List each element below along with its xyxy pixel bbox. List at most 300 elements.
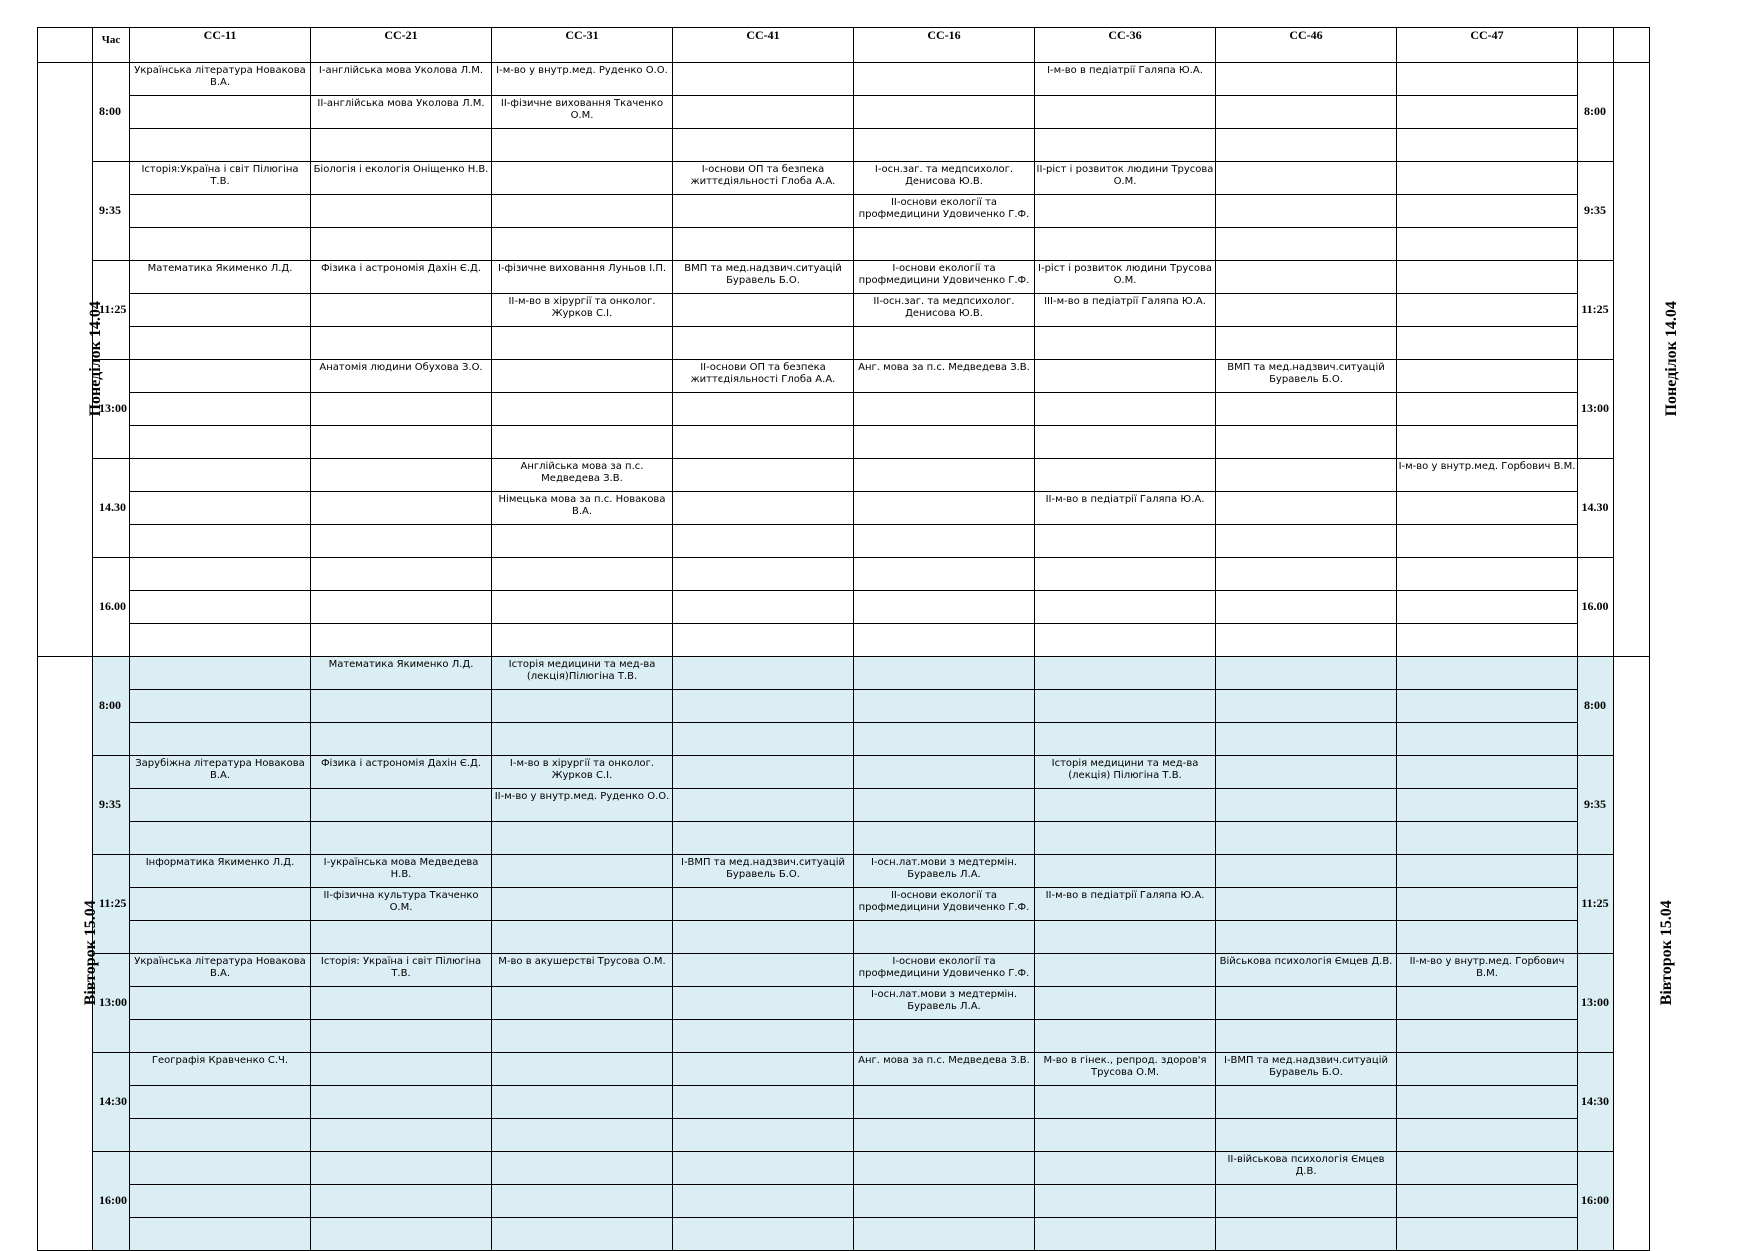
header-row xyxy=(38,28,1650,63)
lesson-cell xyxy=(854,228,1035,261)
lesson-cell xyxy=(130,1185,311,1218)
lesson-cell xyxy=(492,1218,673,1251)
lesson-cell xyxy=(1397,558,1578,591)
lesson-cell: Англійська мова за п.с. Медведева З.В. xyxy=(492,459,673,492)
lesson-cell xyxy=(311,1185,492,1218)
lesson-cell xyxy=(1216,756,1397,789)
day-block xyxy=(38,63,1680,657)
lesson-cell xyxy=(492,327,673,360)
lesson-cell xyxy=(854,393,1035,426)
lesson-cell: ІІ-м-во в педіатрії Галяпа Ю.А. xyxy=(1035,492,1216,525)
schedule-row xyxy=(38,1053,1650,1086)
lesson-cell xyxy=(311,558,492,591)
lesson-cell xyxy=(1397,294,1578,327)
schedule-row xyxy=(38,624,1650,657)
lesson-cell xyxy=(1397,1152,1578,1185)
schedule-row xyxy=(38,558,1650,591)
lesson-cell xyxy=(1216,855,1397,888)
lesson-cell xyxy=(1035,525,1216,558)
lesson-cell: ВМП та мед.надзвич.ситуацій Буравель Б.О. xyxy=(673,261,854,294)
lesson-cell xyxy=(492,393,673,426)
lesson-cell: ІІ-військова психологія Ємцев Д.В. xyxy=(1216,1152,1397,1185)
schedule-row xyxy=(38,129,1650,162)
lesson-cell xyxy=(1216,888,1397,921)
lesson-cell: І-основи ОП та безпека життєдіяльності Глоба А.А. xyxy=(673,162,854,195)
lesson-cell xyxy=(854,129,1035,162)
day-label-left xyxy=(38,63,104,657)
lesson-cell xyxy=(673,954,854,987)
lesson-cell xyxy=(1216,525,1397,558)
right-day-header xyxy=(1614,28,1650,63)
lesson-cell xyxy=(1216,987,1397,1020)
lesson-cell xyxy=(854,657,1035,690)
lesson-cell xyxy=(311,624,492,657)
lesson-cell xyxy=(492,723,673,756)
lesson-cell xyxy=(1216,1020,1397,1053)
lesson-cell xyxy=(1035,657,1216,690)
lesson-cell xyxy=(1035,426,1216,459)
lesson-cell xyxy=(854,723,1035,756)
lesson-cell xyxy=(1035,624,1216,657)
lesson-cell: Українська література Новакова В.А. xyxy=(130,63,311,96)
lesson-cell xyxy=(311,1119,492,1152)
schedule-row xyxy=(38,63,1650,96)
lesson-cell xyxy=(673,1053,854,1086)
lesson-cell xyxy=(1035,129,1216,162)
lesson-cell xyxy=(854,789,1035,822)
time-cell: 14.30 xyxy=(93,459,130,558)
lesson-cell xyxy=(311,1020,492,1053)
day-block xyxy=(38,657,1675,1251)
lesson-cell xyxy=(130,591,311,624)
day-label-text: Вівторок 15.04 xyxy=(81,899,99,1006)
lesson-cell: Географія Кравченко С.Ч. xyxy=(130,1053,311,1086)
lesson-cell: М-во в гінек., репрод. здоров'я Трусова О.М. xyxy=(1035,1053,1216,1086)
lesson-cell xyxy=(1397,789,1578,822)
lesson-cell: Історія: Україна і світ Пілюгіна Т.В. xyxy=(311,954,492,987)
lesson-cell xyxy=(854,327,1035,360)
lesson-cell xyxy=(1035,822,1216,855)
lesson-cell xyxy=(1397,921,1578,954)
lesson-cell xyxy=(492,1086,673,1119)
lesson-cell xyxy=(1216,63,1397,96)
lesson-cell: ІІ-осн.заг. та медпсихолог. Денисова Ю.В. xyxy=(854,294,1035,327)
schedule-row xyxy=(38,525,1650,558)
schedule-row xyxy=(38,855,1650,888)
time-cell: 16:00 xyxy=(93,1152,130,1251)
schedule-row xyxy=(38,162,1650,195)
lesson-cell xyxy=(130,624,311,657)
lesson-cell xyxy=(854,96,1035,129)
lesson-cell xyxy=(492,162,673,195)
lesson-cell xyxy=(311,426,492,459)
lesson-cell xyxy=(1397,360,1578,393)
lesson-cell xyxy=(673,63,854,96)
schedule-row xyxy=(38,954,1650,987)
lesson-cell xyxy=(673,129,854,162)
lesson-cell xyxy=(1216,426,1397,459)
lesson-cell xyxy=(130,426,311,459)
lesson-cell: ІІ-основи екології та профмедицини Удовиченко Г.Ф. xyxy=(854,888,1035,921)
lesson-cell xyxy=(1035,855,1216,888)
lesson-cell xyxy=(1216,129,1397,162)
time-cell: 16.00 xyxy=(93,558,130,657)
lesson-cell xyxy=(1216,1185,1397,1218)
lesson-cell xyxy=(492,624,673,657)
schedule-row xyxy=(38,723,1650,756)
lesson-cell xyxy=(130,921,311,954)
lesson-cell: ІІ-м-во в хірургії та онколог. Журков С.І. xyxy=(492,294,673,327)
lesson-cell xyxy=(311,492,492,525)
time-cell-right: 16:00 xyxy=(1578,1152,1614,1251)
lesson-cell xyxy=(130,228,311,261)
lesson-cell xyxy=(311,228,492,261)
lesson-cell xyxy=(854,591,1035,624)
lesson-cell xyxy=(673,624,854,657)
lesson-cell xyxy=(1035,723,1216,756)
time-cell-right: 13:00 xyxy=(1578,360,1614,459)
lesson-cell xyxy=(1397,1020,1578,1053)
lesson-cell xyxy=(1216,393,1397,426)
lesson-cell xyxy=(311,723,492,756)
lesson-cell xyxy=(673,756,854,789)
lesson-cell xyxy=(130,459,311,492)
lesson-cell xyxy=(673,426,854,459)
schedule-row xyxy=(38,789,1650,822)
day-label-left xyxy=(38,657,99,1251)
lesson-cell xyxy=(492,558,673,591)
lesson-cell xyxy=(1397,195,1578,228)
lesson-cell xyxy=(1397,393,1578,426)
lesson-cell xyxy=(854,426,1035,459)
schedule-row xyxy=(38,1119,1650,1152)
lesson-cell: ІІ-основи ОП та безпека життєдіяльності Глоба А.А. xyxy=(673,360,854,393)
lesson-cell xyxy=(311,1053,492,1086)
lesson-cell: І-осн.заг. та медпсихолог. Денисова Ю.В. xyxy=(854,162,1035,195)
schedule-row xyxy=(38,294,1650,327)
lesson-cell xyxy=(673,591,854,624)
lesson-cell: Історія медицини та мед-ва (лекція) Пілюгіна Т.В. xyxy=(1035,756,1216,789)
corner-cell xyxy=(38,28,93,63)
schedule-row xyxy=(38,888,1650,921)
time-cell-right: 14.30 xyxy=(1578,459,1614,558)
lesson-cell: ВМП та мед.надзвич.ситуацій Буравель Б.О. xyxy=(1216,360,1397,393)
lesson-cell xyxy=(311,195,492,228)
lesson-cell: Військова психологія Ємцев Д.В. xyxy=(1216,954,1397,987)
lesson-cell xyxy=(1216,162,1397,195)
lesson-cell xyxy=(1397,96,1578,129)
time-cell-right: 11:25 xyxy=(1578,855,1614,954)
hour-column-header: Час xyxy=(93,28,130,63)
lesson-cell xyxy=(1035,327,1216,360)
lesson-cell: Математика Якименко Л.Д. xyxy=(130,261,311,294)
lesson-cell xyxy=(673,1152,854,1185)
lesson-cell xyxy=(854,756,1035,789)
lesson-cell xyxy=(492,525,673,558)
lesson-cell xyxy=(673,1086,854,1119)
lesson-cell xyxy=(1216,228,1397,261)
lesson-cell xyxy=(1397,888,1578,921)
lesson-cell xyxy=(130,96,311,129)
lesson-cell xyxy=(492,888,673,921)
lesson-cell xyxy=(854,1119,1035,1152)
lesson-cell xyxy=(854,822,1035,855)
time-cell-right: 14:30 xyxy=(1578,1053,1614,1152)
lesson-cell xyxy=(854,525,1035,558)
lesson-cell xyxy=(1397,1086,1578,1119)
time-cell-right: 9:35 xyxy=(1578,756,1614,855)
lesson-cell xyxy=(130,789,311,822)
schedule-row xyxy=(38,987,1650,1020)
lesson-cell xyxy=(673,1218,854,1251)
lesson-cell xyxy=(1397,723,1578,756)
lesson-cell xyxy=(1216,789,1397,822)
schedule-row xyxy=(38,591,1650,624)
schedule-row xyxy=(38,1086,1650,1119)
schedule-row xyxy=(38,228,1650,261)
right-time-header xyxy=(1578,28,1614,63)
lesson-cell xyxy=(1397,228,1578,261)
day-label-right xyxy=(1614,63,1680,657)
lesson-cell: Біологія і екологія Оніщенко Н.В. xyxy=(311,162,492,195)
lesson-cell: І-українська мова Медведева Н.В. xyxy=(311,855,492,888)
lesson-cell xyxy=(673,822,854,855)
schedule-row xyxy=(38,393,1650,426)
lesson-cell xyxy=(673,690,854,723)
lesson-cell xyxy=(673,1020,854,1053)
lesson-cell xyxy=(492,129,673,162)
lesson-cell xyxy=(1397,855,1578,888)
lesson-cell xyxy=(130,492,311,525)
time-cell: 13:00 xyxy=(93,360,130,459)
lesson-cell xyxy=(130,327,311,360)
time-cell: 14:30 xyxy=(93,1053,130,1152)
lesson-cell xyxy=(1397,756,1578,789)
lesson-cell xyxy=(1035,393,1216,426)
lesson-cell xyxy=(1035,921,1216,954)
lesson-cell: ІІ-м-во в педіатрії Галяпа Ю.А. xyxy=(1035,888,1216,921)
lesson-cell xyxy=(1397,1119,1578,1152)
lesson-cell: Українська література Новакова В.А. xyxy=(130,954,311,987)
lesson-cell xyxy=(673,195,854,228)
lesson-cell xyxy=(311,327,492,360)
group-header-cc-36: СС-36 xyxy=(1035,28,1216,63)
time-cell: 8:00 xyxy=(93,657,130,756)
lesson-cell xyxy=(1216,327,1397,360)
lesson-cell xyxy=(492,1185,673,1218)
lesson-cell xyxy=(1035,591,1216,624)
lesson-cell xyxy=(673,987,854,1020)
lesson-cell xyxy=(673,228,854,261)
time-cell: 9:35 xyxy=(93,756,130,855)
schedule-row xyxy=(38,261,1650,294)
lesson-cell xyxy=(130,1218,311,1251)
lesson-cell xyxy=(130,690,311,723)
lesson-cell: І-м-во у внутр.мед. Горбович В.М. xyxy=(1397,459,1578,492)
group-header-cc-16: СС-16 xyxy=(854,28,1035,63)
schedule-row xyxy=(38,690,1650,723)
lesson-cell xyxy=(673,1185,854,1218)
lesson-cell xyxy=(1035,1020,1216,1053)
lesson-cell xyxy=(130,294,311,327)
lesson-cell xyxy=(854,1086,1035,1119)
lesson-cell: Історія:Україна і світ Пілюгіна Т.В. xyxy=(130,162,311,195)
lesson-cell xyxy=(492,855,673,888)
lesson-cell xyxy=(492,1020,673,1053)
lesson-cell xyxy=(1397,327,1578,360)
lesson-cell: І-осн.лат.мови з медтермін. Буравель Л.А. xyxy=(854,987,1035,1020)
lesson-cell xyxy=(130,558,311,591)
lesson-cell: ІІ-фізична культура Ткаченко О.М. xyxy=(311,888,492,921)
time-cell: 8:00 xyxy=(93,63,130,162)
lesson-cell xyxy=(130,393,311,426)
lesson-cell xyxy=(1035,954,1216,987)
lesson-cell xyxy=(311,591,492,624)
lesson-cell xyxy=(1035,1119,1216,1152)
lesson-cell xyxy=(1397,162,1578,195)
lesson-cell: І-основи екології та профмедицини Удовиченко Г.Ф. xyxy=(854,954,1035,987)
group-header-cc-31: СС-31 xyxy=(492,28,673,63)
lesson-cell xyxy=(492,426,673,459)
lesson-cell: І-англійська мова Уколова Л.М. xyxy=(311,63,492,96)
lesson-cell xyxy=(130,822,311,855)
lesson-cell xyxy=(1216,1218,1397,1251)
lesson-cell xyxy=(673,558,854,591)
lesson-cell xyxy=(130,1020,311,1053)
lesson-cell xyxy=(854,624,1035,657)
lesson-cell xyxy=(1397,261,1578,294)
lesson-cell xyxy=(311,294,492,327)
lesson-cell xyxy=(1216,195,1397,228)
lesson-cell xyxy=(854,921,1035,954)
lesson-cell xyxy=(492,1053,673,1086)
lesson-cell xyxy=(492,591,673,624)
lesson-cell xyxy=(1216,591,1397,624)
lesson-cell xyxy=(1216,96,1397,129)
lesson-cell xyxy=(311,987,492,1020)
lesson-cell: ІІ-м-во у внутр.мед. Руденко О.О. xyxy=(492,789,673,822)
lesson-cell xyxy=(130,723,311,756)
lesson-cell xyxy=(130,195,311,228)
lesson-cell: І-м-во в хірургії та онколог. Журков С.І. xyxy=(492,756,673,789)
lesson-cell xyxy=(673,1119,854,1152)
lesson-cell: І-основи екології та профмедицини Удовиченко Г.Ф. xyxy=(854,261,1035,294)
lesson-cell xyxy=(673,492,854,525)
lesson-cell xyxy=(1216,1086,1397,1119)
lesson-cell: І-м-во у внутр.мед. Руденко О.О. xyxy=(492,63,673,96)
lesson-cell xyxy=(311,129,492,162)
lesson-cell xyxy=(492,195,673,228)
schedule-row xyxy=(38,96,1650,129)
lesson-cell: ІІ-фізичне виховання Ткаченко О.М. xyxy=(492,96,673,129)
lesson-cell xyxy=(311,921,492,954)
lesson-cell: І-ВМП та мед.надзвич.ситуацій Буравель Б.О. xyxy=(1216,1053,1397,1086)
lesson-cell xyxy=(130,525,311,558)
schedule-row xyxy=(38,360,1650,393)
lesson-cell xyxy=(1397,1185,1578,1218)
time-cell: 11:25 xyxy=(93,855,130,954)
schedule-row xyxy=(38,921,1650,954)
lesson-cell xyxy=(492,822,673,855)
schedule-row xyxy=(38,756,1650,789)
lesson-cell xyxy=(673,459,854,492)
lesson-cell xyxy=(1035,459,1216,492)
lesson-cell xyxy=(1216,624,1397,657)
schedule-row xyxy=(38,1020,1650,1053)
schedule-row xyxy=(38,1185,1650,1218)
lesson-cell xyxy=(673,789,854,822)
lesson-cell: Німецька мова за п.с. Новакова В.А. xyxy=(492,492,673,525)
lesson-cell xyxy=(673,921,854,954)
time-cell-right: 13:00 xyxy=(1578,954,1614,1053)
schedule-row xyxy=(38,426,1650,459)
lesson-cell xyxy=(854,558,1035,591)
lesson-cell xyxy=(1035,1218,1216,1251)
schedule-row xyxy=(38,1152,1650,1185)
lesson-cell xyxy=(673,96,854,129)
time-cell-right: 9:35 xyxy=(1578,162,1614,261)
lesson-cell: І-осн.лат.мови з медтермін. Буравель Л.А. xyxy=(854,855,1035,888)
schedule-row xyxy=(38,1218,1650,1251)
time-cell-right: 8:00 xyxy=(1578,63,1614,162)
lesson-cell xyxy=(1216,492,1397,525)
lesson-cell xyxy=(311,459,492,492)
lesson-cell xyxy=(854,492,1035,525)
group-header-cc-41: СС-41 xyxy=(673,28,854,63)
lesson-cell xyxy=(1035,1185,1216,1218)
lesson-cell xyxy=(492,921,673,954)
lesson-cell xyxy=(130,1119,311,1152)
lesson-cell xyxy=(1397,492,1578,525)
lesson-cell xyxy=(1397,690,1578,723)
schedule-row xyxy=(38,492,1650,525)
lesson-cell xyxy=(130,657,311,690)
lesson-cell xyxy=(1397,1218,1578,1251)
lesson-cell xyxy=(1216,822,1397,855)
lesson-cell xyxy=(1397,657,1578,690)
lesson-cell: Інформатика Якименко Л.Д. xyxy=(130,855,311,888)
lesson-cell xyxy=(311,1086,492,1119)
lesson-cell xyxy=(1397,591,1578,624)
lesson-cell xyxy=(1216,261,1397,294)
lesson-cell xyxy=(854,63,1035,96)
schedule-row xyxy=(38,459,1650,492)
time-cell-right: 11:25 xyxy=(1578,261,1614,360)
lesson-cell: М-во в акушерстві Трусова О.М. xyxy=(492,954,673,987)
time-cell: 11:25 xyxy=(93,261,130,360)
lesson-cell xyxy=(1397,426,1578,459)
schedule-row xyxy=(38,822,1650,855)
lesson-cell xyxy=(673,525,854,558)
lesson-cell: Фізика і астрономія Дахін Є.Д. xyxy=(311,756,492,789)
lesson-cell xyxy=(854,1218,1035,1251)
lesson-cell xyxy=(311,1152,492,1185)
lesson-cell xyxy=(1035,1152,1216,1185)
lesson-cell: Математика Якименко Л.Д. xyxy=(311,657,492,690)
lesson-cell xyxy=(1397,63,1578,96)
schedule-row xyxy=(38,327,1650,360)
lesson-cell xyxy=(130,888,311,921)
lesson-cell xyxy=(311,525,492,558)
lesson-cell xyxy=(1397,1053,1578,1086)
lesson-cell xyxy=(673,723,854,756)
lesson-cell xyxy=(1216,558,1397,591)
group-header-cc-46: СС-46 xyxy=(1216,28,1397,63)
lesson-cell xyxy=(673,327,854,360)
lesson-cell xyxy=(492,360,673,393)
lesson-cell: І-фізичне виховання Луньов І.П. xyxy=(492,261,673,294)
lesson-cell xyxy=(1035,228,1216,261)
